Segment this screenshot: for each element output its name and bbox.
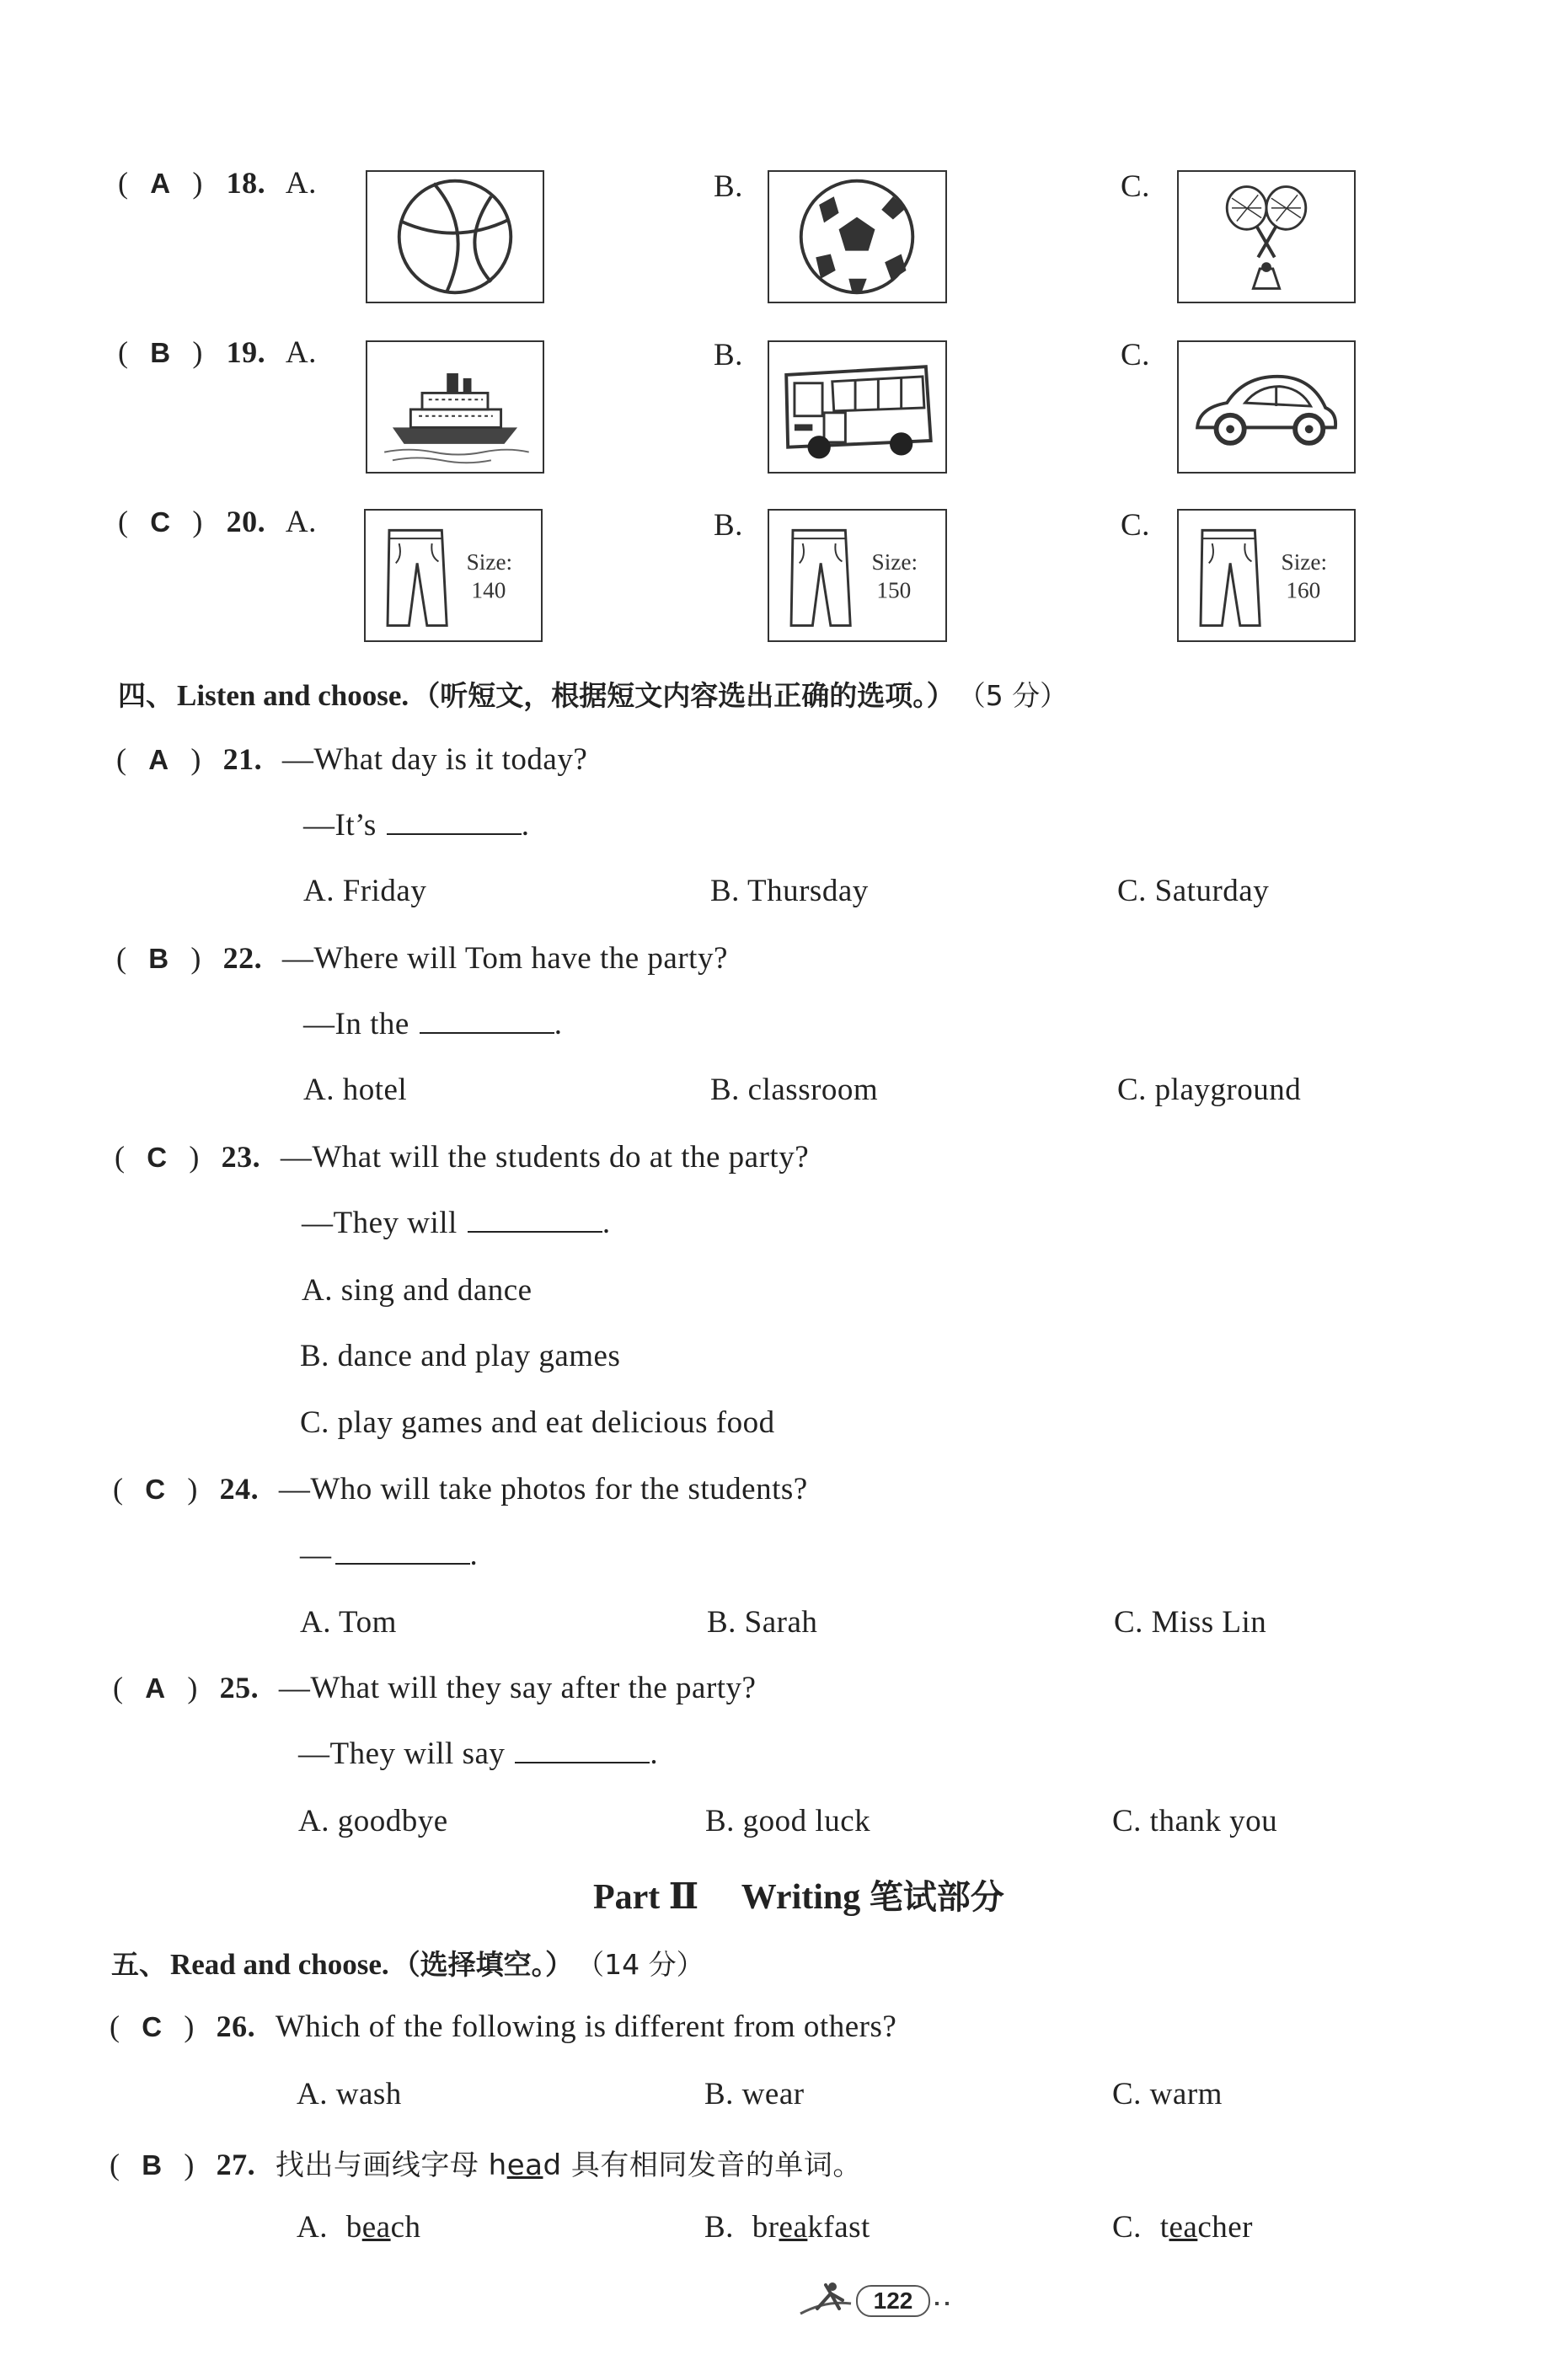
open-paren: ( [118,335,129,369]
q22-option-a: A. hotel [303,1073,408,1107]
q27-row: ( B ) 27. 找出与画线字母 head 具有相同发音的单词。 [110,2148,862,2182]
q19-option-a-label: A. [285,335,317,370]
q18-option-a-label: A. [285,166,317,201]
size-word: Size: [871,549,918,575]
q27-number: 27. [216,2148,256,2181]
size-value: 150 [876,577,912,603]
q21-option-a: A. Friday [303,874,427,908]
q27-option-c-label: C. [1112,2210,1142,2245]
part-2-title: Writing [741,1878,861,1917]
q26-option-a: A. wash [297,2077,402,2111]
q18-row [118,165,317,201]
section-4-heading [118,674,1068,714]
q22-row: ( B ) 22. —Where will Tom have the party? [116,941,728,976]
q21-blank [387,808,522,835]
q27-option-a-post: ch [390,2210,421,2245]
q20-option-b-picture [768,509,947,642]
q24-reply [300,1537,478,1573]
q18-option-b-picture [768,170,947,303]
q24-reply-end: . [469,1538,479,1572]
size-value: 140 [471,577,506,603]
q27-answer: B [142,2149,163,2181]
q24-blank [335,1538,470,1565]
q27-question-mid: d [543,2149,562,2182]
football-icon [769,172,945,302]
q26-number: 26. [216,2009,256,2043]
trousers-icon [769,511,945,640]
q22-reply-text: —In the [303,1007,409,1041]
q23-answer: C [147,1142,168,1173]
q21-row: ( A ) 21. —What day is it today? [116,742,588,777]
q19-answer: B [150,337,171,368]
q21-answer: A [148,744,169,775]
close-paren: ) [192,166,203,200]
part-2-title-cn: 笔试部分 [869,1878,1004,1917]
q22-answer: B [148,943,169,974]
q25-reply [298,1736,658,1772]
page-number: 122 [873,2288,913,2314]
q26-answer: C [142,2011,163,2042]
q23-option-b: B. dance and play games [300,1339,621,1373]
q24-question: —Who will take photos for the students? [278,1472,808,1506]
q19-number: 19. [226,335,266,369]
section-4-title: Listen and choose. [177,679,409,712]
q27-option-b-post: kfast [807,2210,870,2245]
trousers-icon [366,511,541,640]
bus-icon [769,342,945,472]
q25-reply-text: —They will say [298,1737,506,1771]
car-icon [1179,342,1354,472]
q23-blank [468,1206,602,1233]
q19-option-b-label: B. [714,338,743,372]
q20-option-b-label: B. [714,508,743,543]
size-value: 160 [1286,577,1321,603]
q25-row: ( A ) 25. —What will they say after the party? [113,1671,757,1705]
q27-option-a-label: A. [297,2210,328,2245]
section-5-heading [111,1943,704,1983]
q26-question: Which of the following is different from others? [275,2009,897,2044]
q23-option-c: C. play games and eat delicious food [300,1405,775,1440]
q27-option-b-underlined: ea [779,2210,808,2245]
badminton-icon [1179,172,1354,302]
q27-question-underlined: ea [506,2149,543,2182]
size-word: Size: [466,549,513,575]
q25-reply-end: . [650,1737,659,1771]
q18-option-c-picture [1177,170,1356,303]
q25-option-b: B. good luck [705,1804,871,1838]
q21-option-b: B. Thursday [710,874,869,908]
section-5-instruction: （选择填空。） [392,1948,574,1981]
section-4-score: （5 分） [957,679,1068,712]
q23-row: ( C ) 23. —What will the students do at the party? [115,1140,810,1175]
q20-answer: C [150,506,171,538]
q20-option-a-picture [364,509,543,642]
size-word: Size: [1281,549,1328,575]
q21-reply [303,807,530,843]
q27-option-c-pre: t [1159,2210,1169,2245]
q20-number: 20. [226,505,266,538]
open-paren: ( [118,166,129,200]
q24-number: 24. [219,1472,260,1506]
q27-option-c-post: cher [1197,2210,1253,2245]
section-4-prefix: 四、 [118,679,174,712]
q27-question [276,2149,862,2182]
q26-option-b: B. wear [704,2077,805,2111]
section-5-score: （14 分） [576,1948,704,1981]
q21-reply-end: . [521,808,530,843]
close-paren: ) [192,505,203,538]
q20-option-c-label: C. [1121,508,1150,543]
q27-option-a-pre: b [345,2210,362,2245]
q23-reply-end: . [602,1206,611,1240]
q19-row [118,334,317,371]
q20-option-c-picture [1177,509,1356,642]
q27-option-a-underlined: ea [361,2210,391,2245]
q24-reply-text: — [300,1538,332,1572]
q25-question: —What will they say after the party? [278,1671,757,1705]
q27-option-c-underlined: ea [1169,2210,1198,2245]
ship-icon [367,342,543,472]
open-paren: ( [118,505,129,538]
q25-answer: A [145,1672,166,1704]
q19-option-c-picture [1177,340,1356,474]
q19-option-c-label: C. [1121,338,1150,372]
q27-option-b-pre: br [752,2210,779,2245]
section-4-instruction: （听短文，根据短文内容选出正确的选项。） [412,679,955,712]
q25-number: 25. [219,1671,260,1704]
q22-reply-end: . [554,1007,563,1041]
q22-number: 22. [222,941,263,975]
q19-option-a-picture [366,340,544,474]
q21-option-c: C. Saturday [1117,874,1270,908]
q27-option-a [297,2209,421,2245]
q22-option-c: C. playground [1117,1073,1302,1107]
close-paren: ) [192,335,203,369]
page-number-badge [856,2285,930,2317]
q24-row: ( C ) 24. —Who will take photos for the students? [113,1472,808,1506]
q20-row [118,504,317,540]
q24-option-a: A. Tom [300,1605,397,1640]
part-2-label: Part Ⅱ [593,1878,699,1917]
q18-answer: A [150,168,171,199]
q19-option-b-picture [768,340,947,474]
q22-question: —Where will Tom have the party? [281,941,728,976]
section-5-title: Read and choose. [170,1948,389,1981]
q27-option-c [1112,2209,1253,2245]
basketball-icon [367,172,543,302]
q23-number: 23. [221,1140,261,1174]
q22-blank [420,1007,554,1034]
q21-number: 21. [222,742,263,776]
q27-question-pre: 找出与画线字母 h [275,2149,507,2182]
q24-option-c: C. Miss Lin [1114,1605,1267,1640]
q22-option-b: B. classroom [710,1073,879,1107]
q18-option-b-label: B. [714,169,743,204]
q21-question: —What day is it today? [281,742,588,777]
q27-option-b-label: B. [704,2210,734,2245]
q25-option-c: C. thank you [1112,1804,1278,1838]
q26-row: ( C ) 26. Which of the following is different from others? [110,2009,897,2044]
part-2-heading [593,1870,1004,1918]
q23-reply [302,1205,611,1241]
section-5-prefix: 五、 [111,1948,167,1981]
q18-option-c-label: C. [1121,169,1150,204]
q18-option-a-picture [366,170,544,303]
q27-option-b [704,2209,870,2245]
q27-question-post: 具有相同发音的单词。 [561,2149,862,2182]
q18-number: 18. [226,166,266,200]
q22-reply [303,1006,563,1042]
q24-answer: C [145,1474,166,1505]
q24-option-b: B. Sarah [707,1605,818,1640]
q21-reply-text: —It’s [303,808,377,843]
q23-reply-text: —They will [302,1206,458,1240]
q23-question: —What will the students do at the party? [280,1140,810,1175]
trousers-icon [1179,511,1354,640]
q23-option-a: A. sing and dance [302,1273,532,1308]
q20-option-a-label: A. [285,505,317,539]
q25-option-a: A. goodbye [298,1804,448,1838]
q26-option-c: C. warm [1112,2077,1223,2111]
q25-blank [515,1737,650,1763]
page-footer [784,2275,969,2325]
